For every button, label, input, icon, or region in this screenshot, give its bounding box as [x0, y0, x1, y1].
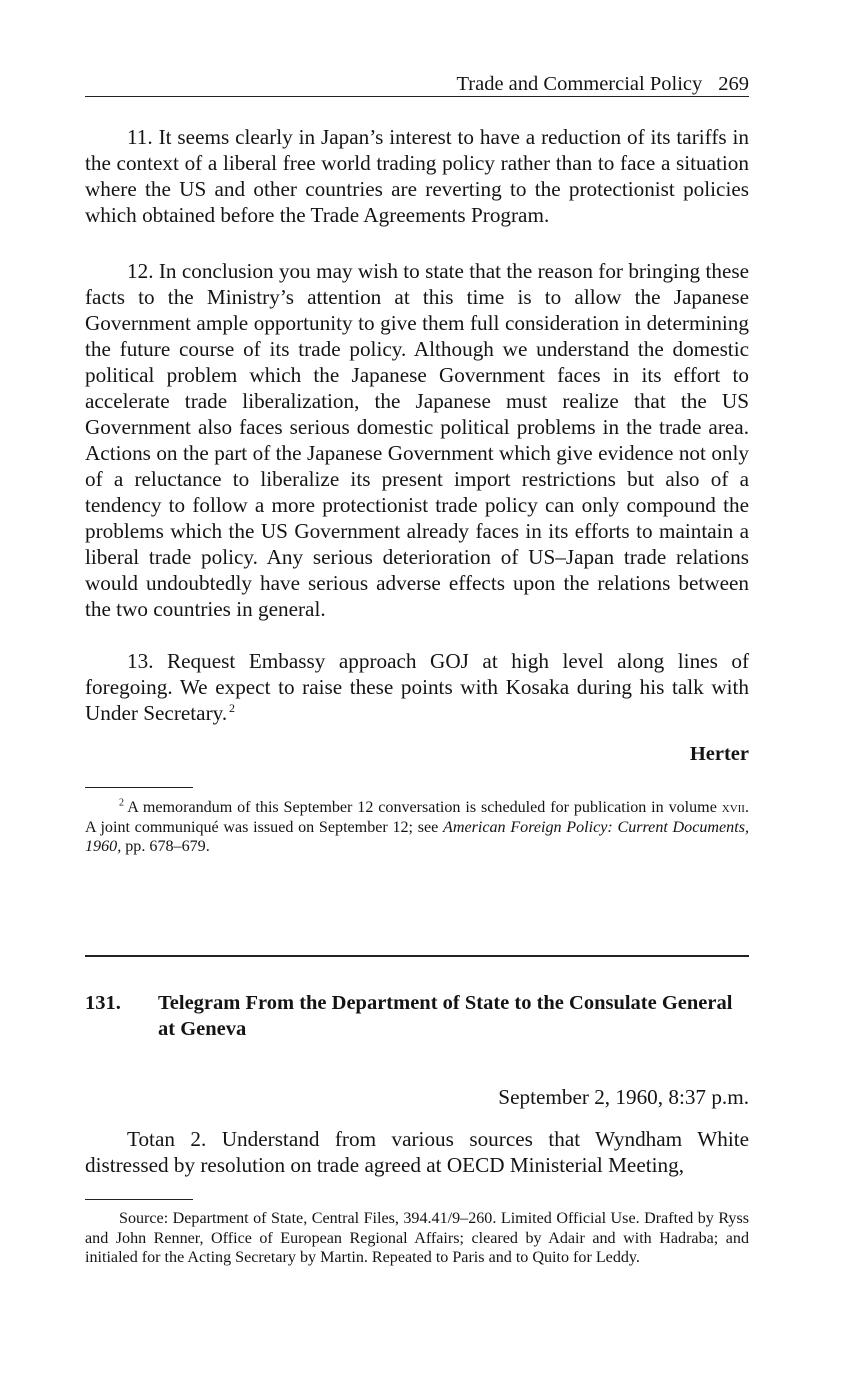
- paragraph-13: [85, 648, 749, 726]
- footnote-text-3: pp. 678–679.: [125, 838, 210, 855]
- document-number: 131.: [85, 992, 121, 1014]
- footnote-reference: 2: [228, 700, 235, 715]
- footnote-rule: [85, 787, 193, 788]
- source-note-rule: [85, 1199, 193, 1200]
- header-rule: [85, 96, 749, 97]
- page-number: 269: [718, 73, 749, 95]
- paragraph-12: 12. In conclusion you may wish to state that the reason for bringing these facts to the Ministry’s attention at this time is to allow the Japanese Government ample opportunity to give them full consideration in determining the future course of its trade policy. Although we understand the domestic political problem which the Japanese Government faces in its effort to accelerate trade liberalization, the Japanese must realize that the US Government also faces serious domestic political problems in the trade area. Actions on the part of the Japanese Government which give evidence not only of a reluctance to liberalize its present import restrictions but also of a tendency to follow a more protectionist trade policy can only compound the problems which the US Government already faces in its efforts to maintain a liberal trade policy. Any serious deterioration of US–Japan trade relations would undoubtedly have serious adverse effects upon the relations between the two countries in general.: [85, 259, 749, 621]
- document-title: Telegram From the Department of State to the Consulate General at Geneva: [158, 992, 733, 1040]
- footnote-text-2: . A joint communiqué was issued on September 12; see: [85, 799, 749, 836]
- source-note: Source: Department of State, Central Files, 394.41/9–260. Limited Official Use. Drafted by Ryss and John Renner, Office of European Regional Affairs; cleared by Adair and with Hadraba; and initialed for the Acting Secretary by Martin. Repeated to Paris and to Quito for Leddy.: [85, 1210, 749, 1266]
- dateline: September 2, 1960, 8:37 p.m.: [498, 1085, 749, 1109]
- telegram-body: Totan 2. Understand from various sources that Wyndham White distressed by resolution on trade agreed at OECD Ministerial Meeting,: [85, 1127, 749, 1177]
- paragraph-11: 11. It seems clearly in Japan’s interest to have a reduction of its tariffs in the context of a liberal free world trading policy rather than to face a situation where the US and other countries are reverting to the protectionist policies which obtained before the Trade Agreements Program.: [85, 125, 749, 227]
- footnote: [85, 798, 749, 857]
- paragraph-13-text: 13. Request Embassy approach GOJ at high level along lines of foregoing. We expect to raise these points with Kosaka during his talk with Under Secretary.: [85, 649, 749, 725]
- signature: Herter: [689, 743, 749, 765]
- footnote-volume: xvii: [721, 799, 745, 816]
- footnote-text-1: A memorandum of this September 12 conversation is scheduled for publication in volume: [127, 799, 717, 816]
- section-divider: [85, 955, 749, 957]
- running-header: [85, 72, 749, 96]
- footnote-marker: 2: [119, 797, 124, 809]
- footnote-italic-title: American Foreign Policy: Current Documents, 1960,: [85, 818, 749, 855]
- running-title: Trade and Commercial Policy: [456, 73, 703, 95]
